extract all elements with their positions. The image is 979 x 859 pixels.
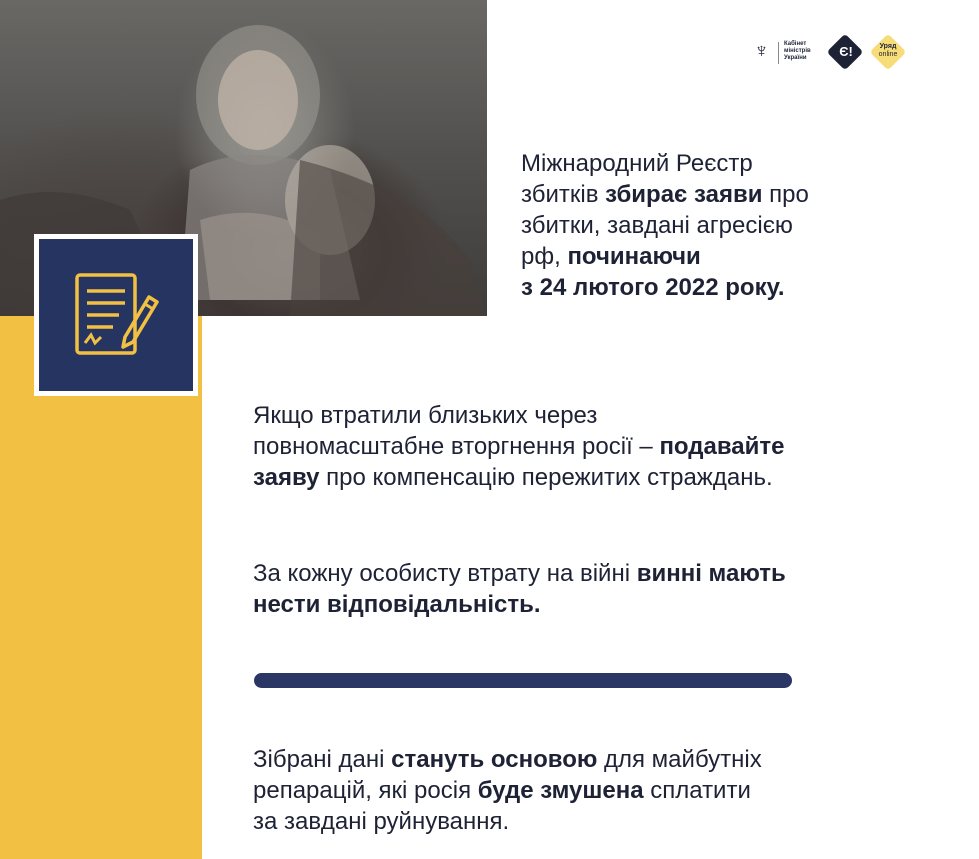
uriad-logo-label: Уряд online bbox=[878, 43, 898, 58]
document-badge-inner bbox=[39, 239, 193, 391]
section-divider bbox=[254, 673, 792, 688]
trident-icon: ♆ bbox=[754, 40, 769, 62]
cabinet-logo-text: Кабінет міністрів України bbox=[784, 41, 811, 61]
government-logos bbox=[748, 34, 918, 74]
logo-divider bbox=[778, 42, 779, 64]
document-pen-icon bbox=[67, 267, 167, 367]
responsibility-paragraph: За кожну особисту втрату на війні винні мають нести відповідальність. bbox=[253, 560, 786, 618]
document-badge bbox=[34, 234, 198, 396]
diia-logo-label: Є! bbox=[839, 44, 853, 59]
loss-paragraph: Якщо втратили близьких через повномасштабне вторгнення росії – подавайте заяву про компенсацію пережитих страждань. bbox=[253, 402, 785, 491]
reparations-paragraph: Зібрані дані стануть основою для майбутніх репарацій, які росія буде змушена сплатити за завдані руйнування. bbox=[253, 746, 762, 835]
yellow-accent-panel bbox=[0, 316, 202, 859]
intro-text: Міжнародний Реєстр збитків збирає заяви про збитки, завдані агресією рф, починаючи з 24 лютого 2022 року. bbox=[521, 150, 809, 301]
